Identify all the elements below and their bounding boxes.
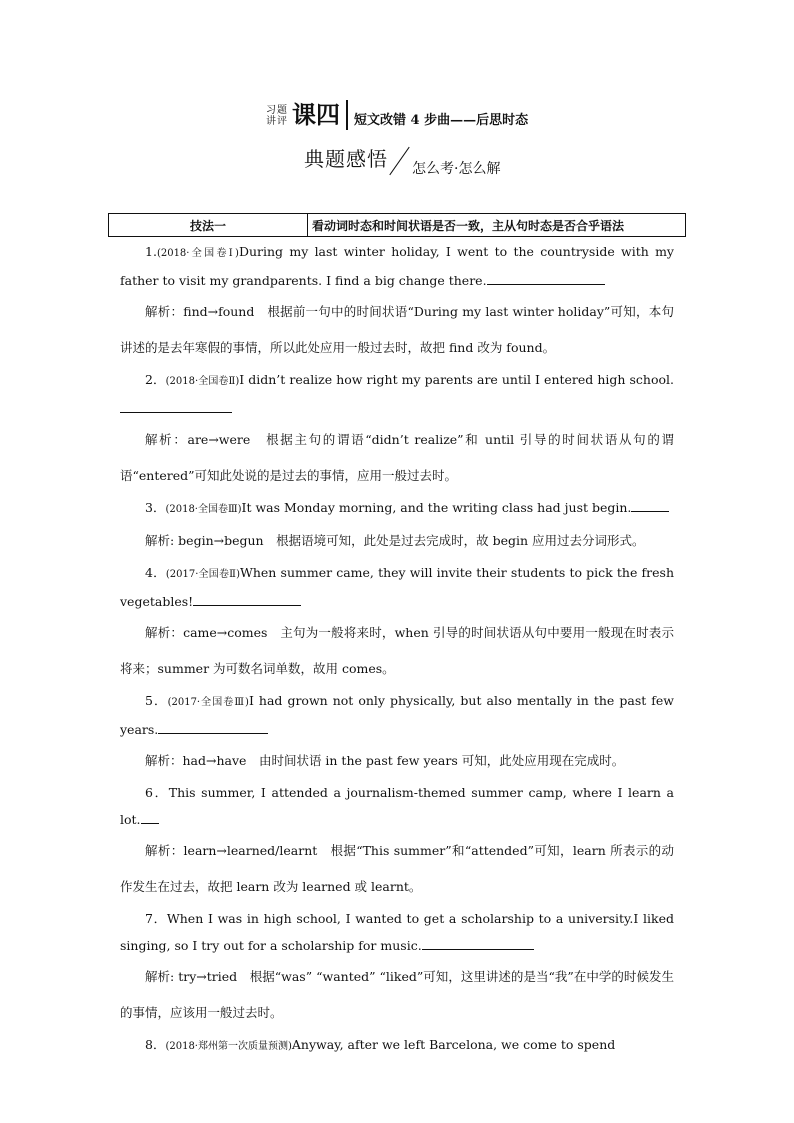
question-4 <box>120 559 674 615</box>
question-number: 1. <box>145 244 157 259</box>
question-number: 7． <box>145 911 167 926</box>
answer-blank[interactable] <box>631 499 669 512</box>
slash-divider <box>388 146 412 176</box>
answer-blank[interactable] <box>422 937 534 950</box>
question-source: (2018·全国卷Ⅲ) <box>165 504 242 515</box>
question-source: (2018·郑州第一次质量预测) <box>165 1041 292 1052</box>
question-2 <box>120 366 674 422</box>
question-number: 2． <box>145 372 166 387</box>
question-5 <box>120 687 674 743</box>
answer-2: 解析：are→were 根据主句的谓语“didn’t realize”和 until 引导的时间状语从句的谓语“entered”可知此处说的是过去的事情，应用一般过去时。 <box>120 432 674 483</box>
answer-7: 解析: try→tried 根据“was” “wanted” “liked”可知，这里讲述的是当“我”在中学的时候发生的事情，应该用一般过去时。 <box>120 969 674 1020</box>
technique-table <box>108 213 686 237</box>
answer-1: 解析：find→found 根据前一句中的时间状语“During my last winter holiday”可知，本句讲述的是去年寒假的事情，所以此处应用一般过去时，故把 find 改为 found。 <box>120 304 674 355</box>
banner-subtitle: 怎么考·怎么解 <box>412 161 501 177</box>
question-number: 3． <box>145 500 166 515</box>
section-banner <box>304 146 500 182</box>
answer-3: 解析: begin→begun 根据语境可知，此处是过去完成时，故 begin 应用过去分词形式。 <box>145 533 645 548</box>
question-7 <box>120 905 674 959</box>
question-text: It was Monday morning, and the writing class had just begin. <box>241 500 632 515</box>
lesson-tag <box>266 105 288 130</box>
question-source: (2017·全国卷Ⅱ) <box>165 569 241 580</box>
question-8 <box>120 1031 674 1060</box>
question-text: When I was in high school, I wanted to get a scholarship to a university.I liked singing, so I try out for a scholarship for music. <box>120 911 674 953</box>
lesson-header <box>266 96 528 130</box>
answer-blank[interactable] <box>193 593 301 606</box>
answer-6: 解析：learn→learned/learnt 根据“This summer”和“attended”可知，learn 所表示的动作发生在过去，故把 learn 改为 learned 或 learnt。 <box>120 843 674 894</box>
answer-blank[interactable] <box>487 272 605 285</box>
question-number: 8． <box>145 1037 166 1052</box>
question-text: I didn’t realize how right my parents are until I entered high school. <box>239 372 674 387</box>
question-3 <box>120 494 674 523</box>
question-text: Anyway, after we left Barcelona, we come to spend <box>291 1037 616 1052</box>
question-source: (2018·全国卷Ⅱ) <box>165 376 240 387</box>
question-text: When summer came, they will invite their students to pick the fresh vegetables! <box>120 565 674 609</box>
question-number: 5． <box>145 693 168 708</box>
question-1 <box>120 238 674 294</box>
question-number: 6． <box>145 785 169 800</box>
lesson-tag-top: 习题 <box>266 105 288 116</box>
answer-4: 解析：came→comes 主句为一般将来时，when 引导的时间状语从句中要用一般现在时表示将来；summer 为可数名词单数，故用 comes。 <box>120 625 674 676</box>
answer-blank[interactable] <box>158 721 268 734</box>
lesson-number: 课四 <box>292 100 348 130</box>
question-number: 4． <box>145 565 166 580</box>
question-6 <box>120 779 674 833</box>
question-source: (2018·全国卷Ⅰ) <box>156 248 239 259</box>
question-text: During my last winter holiday, I went to the countryside with my father to visit my grandparents. I find a big change there. <box>120 244 674 288</box>
question-source: (2017·全国卷Ⅲ) <box>167 697 249 708</box>
banner-title: 典题感悟 <box>304 147 388 171</box>
technique-label: 技法一 <box>109 214 308 237</box>
question-text: I had grown not only physically, but also mentally in the past few years. <box>120 693 675 737</box>
lesson-tag-bottom: 讲评 <box>266 116 288 127</box>
question-text: This summer, I attended a journalism-themed summer camp, where I learn a lot. <box>120 785 675 827</box>
exercise-list <box>120 238 674 1060</box>
answer-blank[interactable] <box>141 811 159 824</box>
technique-text: 看动词时态和时间状语是否一致，主从句时态是否合乎语法 <box>308 214 686 237</box>
lesson-subtitle: 短文改错 4 步曲——后思时态 <box>354 113 529 128</box>
answer-5: 解析：had→have 由时间状语 in the past few years 可知，此处应用现在完成时。 <box>145 753 625 768</box>
answer-blank[interactable] <box>120 400 232 413</box>
